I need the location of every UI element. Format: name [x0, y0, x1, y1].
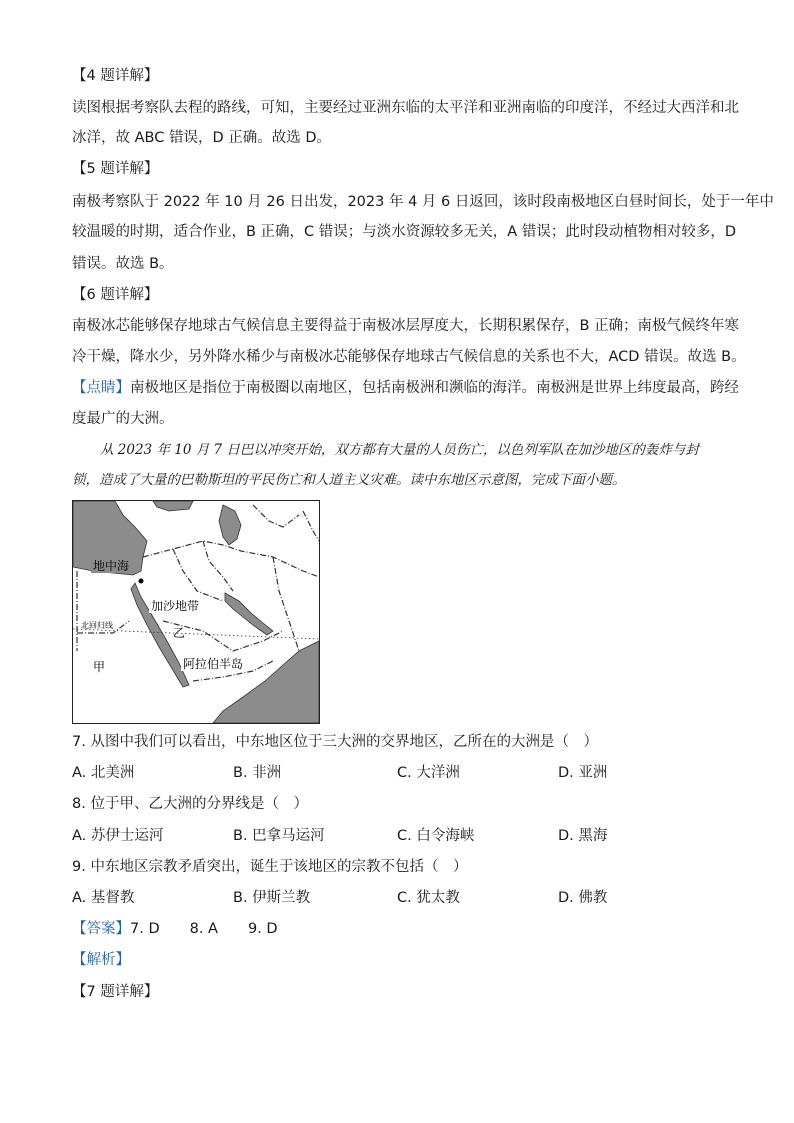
q4-heading: 【4 题详解】	[72, 68, 159, 84]
q7-option-b: B. 非洲	[233, 765, 282, 781]
q5-line-1: 南极考察队于 2022 年 10 月 26 日出发，2023 年 4 月 6 日返回，该时段南极地区白昼时间长，处于一年中	[72, 194, 774, 210]
label-yi: 乙	[173, 626, 186, 640]
answer-row	[72, 919, 278, 939]
question-7-stem: 7. 从图中我们可以看出，中东地区位于三大洲的交界地区，乙所在的大洲是（ ）	[72, 734, 598, 750]
map-svg	[73, 501, 319, 723]
label-mediterranean: 地中海	[93, 559, 130, 573]
q5-line-2: 较温暖的时期，适合作业，B 正确，C 错误；与淡水资源较多无关，A 错误；此时段动植物相对较多，D	[72, 224, 736, 240]
q8-option-a: A. 苏伊士运河	[72, 828, 164, 844]
q8-option-b: B. 巴拿马运河	[233, 828, 325, 844]
answer-9: 9. D	[247, 921, 278, 937]
q7-option-c: C. 大洋洲	[397, 765, 460, 781]
q4-line-2: 冰洋，故 ABC 错误，D 正确。故选 D。	[72, 130, 332, 146]
intro-line-2: 锁，造成了大量的巴勒斯坦的平民伤亡和人道主义灾难。读中东地区示意图，完成下面小题。	[72, 472, 626, 488]
q9-option-a: A. 基督教	[72, 890, 135, 906]
q9-option-c: C. 犹太教	[397, 890, 460, 906]
q5-heading: 【5 题详解】	[72, 161, 159, 177]
q7-option-d: D. 亚洲	[558, 765, 608, 781]
tip-line-1	[72, 378, 739, 398]
tropic-line	[73, 629, 319, 639]
q7-option-a: A. 北美洲	[72, 765, 135, 781]
tip-text-1: 南极地区是指位于南极圈以南地区，包括南极洲和濒临的海洋。南极洲是世界上纬度最高，跨经	[130, 380, 739, 396]
analysis-label: 【解析】	[72, 952, 130, 968]
q8-option-d: D. 黑海	[558, 828, 608, 844]
tip-label: 【点睛】	[72, 380, 130, 396]
label-jia: 甲	[93, 660, 106, 674]
label-arabia: 阿拉伯半岛	[183, 657, 244, 671]
arabian-sea	[213, 641, 319, 723]
q6-line-1: 南极冰芯能够保存地球古气候信息主要得益于南极冰层厚度大，长期积累保存，B 正确；南极气候终年寒	[72, 318, 740, 334]
question-9-stem: 9. 中东地区宗教矛盾突出，诞生于该地区的宗教不包括（ ）	[72, 859, 468, 875]
intro-line-1: 从 2023 年 10 月 7 日巴以冲突开始，双方都有大量的人员伤亡，以色列军队在加沙地区的轰炸与封	[100, 442, 699, 458]
answer-8: 8. A	[189, 921, 218, 937]
q9-option-b: B. 伊斯兰教	[233, 890, 311, 906]
q5-line-3: 错误。故选 B。	[72, 256, 174, 272]
answer-7: 7. D	[130, 921, 160, 937]
q6-line-2: 冷干燥，降水少，另外降水稀少与南极冰芯能够保存地球古气候信息的关系也不大，ACD 错误。故选 B。	[72, 349, 746, 365]
q6-heading: 【6 题详解】	[72, 287, 159, 303]
black-sea	[153, 501, 193, 511]
question-8-stem: 8. 位于甲、乙大洲的分界线是（ ）	[72, 796, 308, 812]
middle-east-map	[72, 500, 320, 724]
caspian-sea	[219, 505, 241, 545]
tip-line-2: 度最广的大洲。	[72, 411, 174, 427]
label-tropic: 北回归线	[81, 621, 113, 630]
gaza-marker	[139, 579, 144, 584]
q8-option-c: C. 白令海峡	[397, 828, 475, 844]
label-gaza: 加沙地带	[151, 599, 200, 613]
answer-label: 【答案】	[72, 921, 130, 937]
persian-gulf	[225, 593, 273, 635]
q9-option-d: D. 佛教	[558, 890, 608, 906]
q7-heading: 【7 题详解】	[72, 984, 159, 1000]
q4-line-1: 读图根据考察队去程的路线，可知，主要经过亚洲东临的太平洋和亚洲南临的印度洋，不经过大西洋和北	[72, 100, 739, 116]
